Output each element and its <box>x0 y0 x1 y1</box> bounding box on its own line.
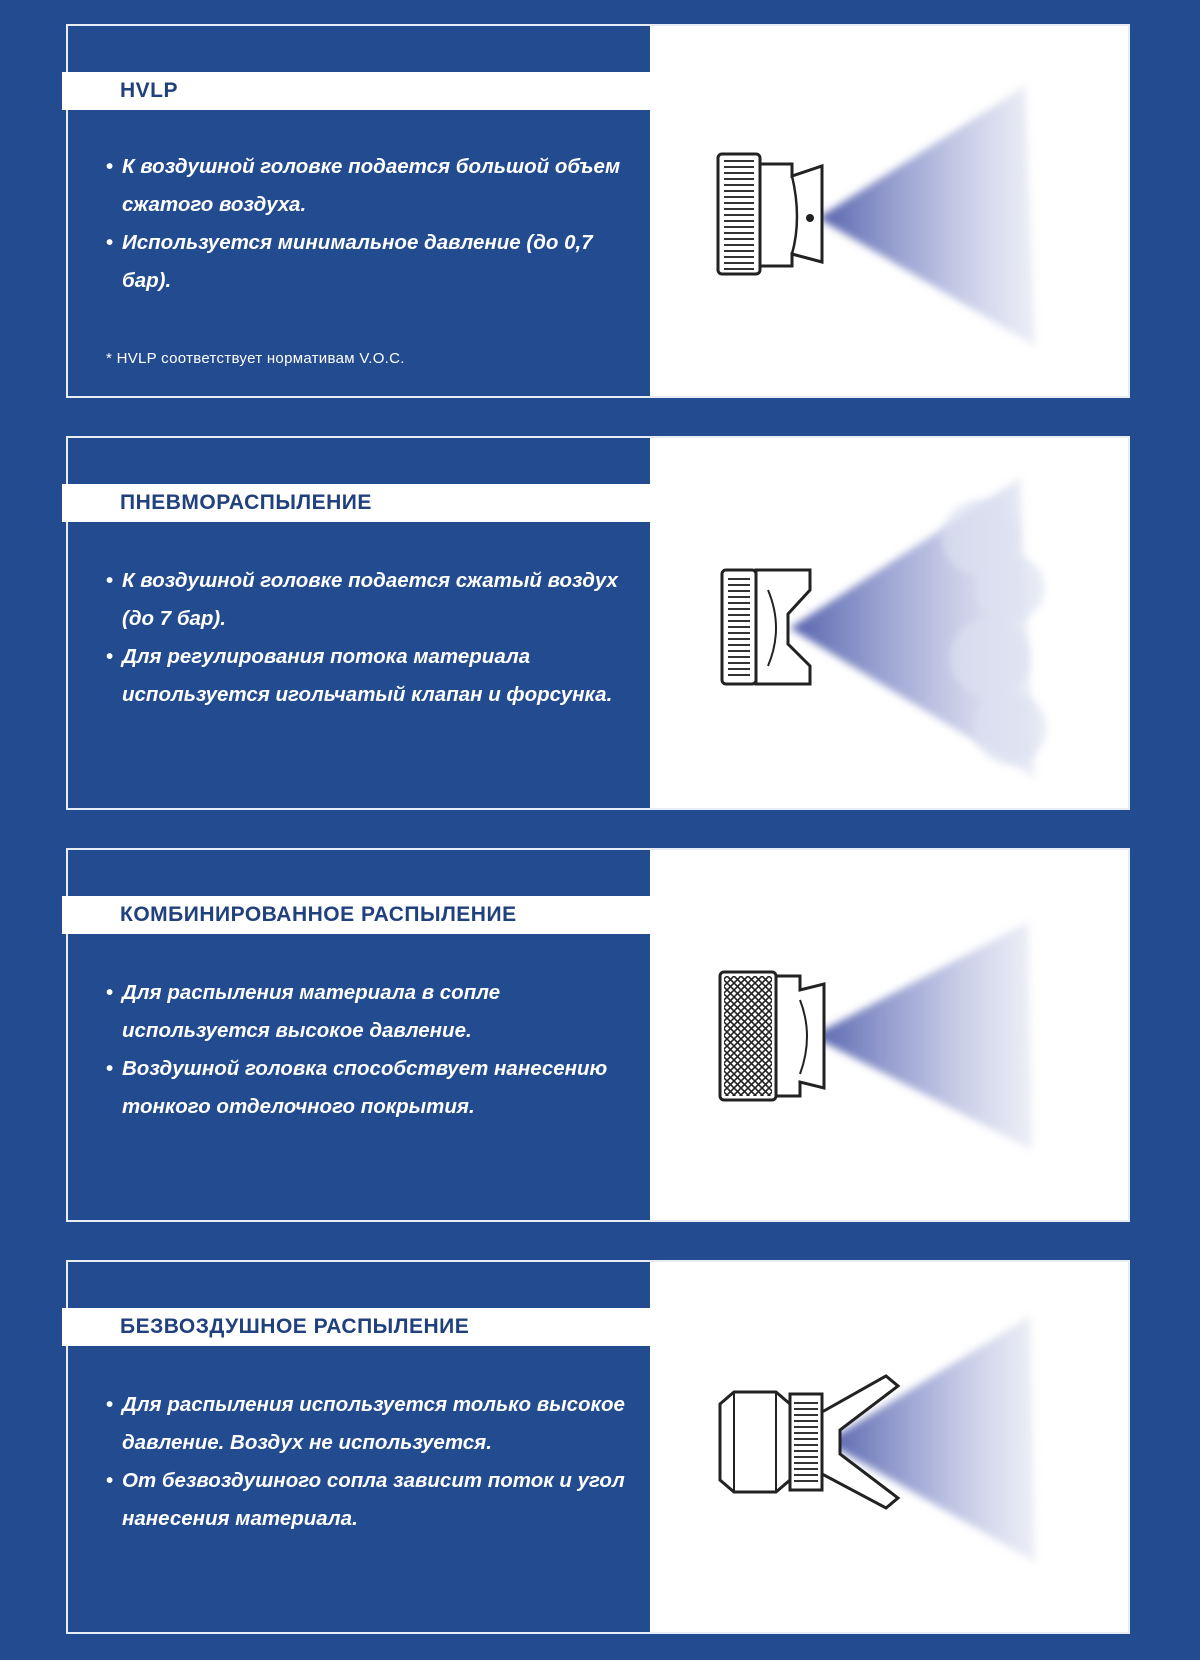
bullet-item: • Для распыления материала в сопле используется высокое давление. <box>106 974 646 1050</box>
bullet-item: • Для регулирования потока материала используется игольчатый клапан и форсунка. <box>106 638 646 714</box>
footnote: * HVLP соответствует нормативам V.O.C. <box>106 350 405 367</box>
card-text-panel <box>68 850 650 1220</box>
air-spray-nozzle-icon <box>650 438 1128 808</box>
card-text-panel <box>68 1262 650 1632</box>
bullet-list <box>106 562 646 714</box>
bullet-item: • К воздушной головке подается большой объем сжатого воздуха. <box>106 148 646 224</box>
bullet-item: • К воздушной головке подается сжатый воздух (до 7 бар). <box>106 562 646 638</box>
card-image-panel <box>650 850 1128 1220</box>
card-text-panel <box>68 438 650 808</box>
card-title: БЕЗВОЗДУШНОЕ РАСПЫЛЕНИЕ <box>62 1308 650 1346</box>
bullet-item: • Для распыления используется только высокое давление. Воздух не используется. <box>106 1386 646 1462</box>
spray-card-hvlp <box>66 24 1130 398</box>
bullet-list <box>106 974 646 1126</box>
hvlp-nozzle-icon <box>650 26 1128 396</box>
card-text-panel <box>68 26 650 396</box>
spray-card-air-assisted <box>66 848 1130 1222</box>
card-image-panel <box>650 438 1128 808</box>
spray-card-airless <box>66 1260 1130 1634</box>
bullet-item: • От безвоздушного сопла зависит поток и угол нанесения материала. <box>106 1462 646 1538</box>
bullet-list <box>106 148 646 300</box>
card-image-panel <box>650 26 1128 396</box>
card-image-panel <box>650 1262 1128 1632</box>
spray-card-air-spray <box>66 436 1130 810</box>
bullet-item: • Воздушной головка способствует нанесению тонкого отделочного покрытия. <box>106 1050 646 1126</box>
card-title: HVLP <box>62 72 650 110</box>
bullet-item: • Используется минимальное давление (до 0,7 бар). <box>106 224 646 300</box>
airless-nozzle-icon <box>650 1262 1128 1632</box>
card-title: ПНЕВМОРАСПЫЛЕНИЕ <box>62 484 650 522</box>
card-title: КОМБИНИРОВАННОЕ РАСПЫЛЕНИЕ <box>62 896 650 934</box>
air-assisted-nozzle-icon <box>650 850 1128 1220</box>
bullet-list <box>106 1386 646 1538</box>
